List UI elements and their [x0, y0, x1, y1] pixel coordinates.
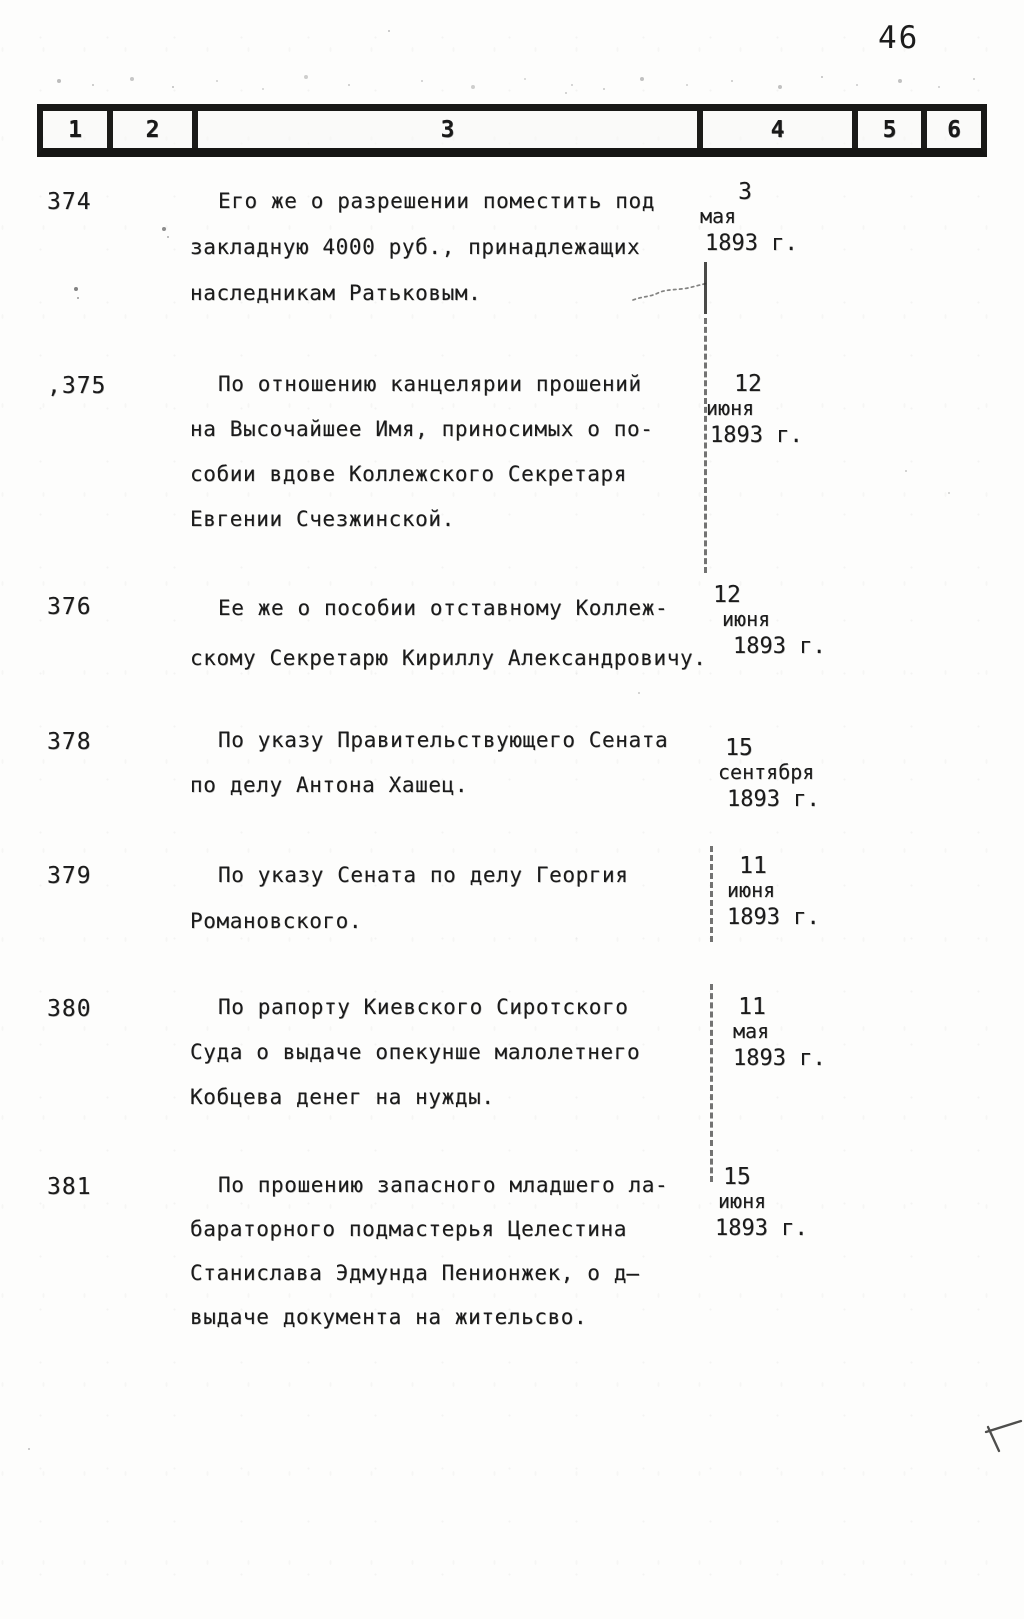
date-day: 11 — [738, 994, 766, 1020]
header-col-label: 5 — [882, 116, 897, 143]
header-col-5 — [858, 111, 927, 148]
entry-text-line: Суда о выдаче опекунше малолетнего — [190, 1040, 641, 1064]
entry-description — [190, 178, 702, 316]
header-col-1 — [43, 111, 113, 148]
entry-number — [37, 362, 190, 399]
entry-description — [190, 1163, 702, 1339]
header-col-2 — [113, 111, 198, 148]
page-number: 46 — [878, 20, 920, 56]
date-day: 15 — [723, 1164, 751, 1190]
entry-number — [37, 852, 190, 889]
date-day: 11 — [739, 853, 767, 879]
date-month: сентября — [718, 760, 815, 784]
entry-number — [37, 583, 190, 620]
register-entry — [37, 1163, 997, 1339]
table-header — [37, 104, 987, 157]
entry-number — [37, 718, 190, 755]
entry-date — [702, 362, 802, 449]
date-month: июня — [718, 1189, 767, 1213]
entry-number — [37, 985, 190, 1022]
pen-check-mark — [974, 1414, 1024, 1456]
column-separator-line — [704, 318, 707, 573]
entry-date — [702, 178, 802, 257]
header-col-6 — [927, 111, 981, 148]
entry-number-value: 380 — [47, 996, 92, 1022]
date-month: июня — [727, 878, 776, 902]
header-col-label: 2 — [145, 116, 160, 143]
header-col-label: 4 — [770, 116, 785, 143]
date-month: июня — [722, 607, 771, 631]
register-entry — [37, 985, 997, 1120]
entry-text-line: По указу Сената по делу Георгия — [218, 863, 629, 887]
entry-text-line: По рапорту Киевского Сиротского — [218, 995, 629, 1019]
register-entry — [37, 583, 997, 683]
date-day: 12 — [734, 371, 762, 397]
entry-number — [37, 1163, 190, 1200]
entry-number-value: 374 — [47, 189, 92, 215]
entry-text-line: по делу Антона Хашец. — [190, 773, 469, 797]
entry-description — [190, 362, 702, 542]
column-separator-line — [710, 846, 713, 942]
entry-text-line: на Высочайшее Имя, приносимых о по- — [190, 417, 654, 441]
entry-date — [702, 582, 826, 660]
entry-text-line: закладную 4000 руб., принадлежащих — [190, 235, 641, 259]
date-year: 1893 г. — [710, 423, 803, 448]
header-col-4 — [703, 111, 858, 148]
entry-description — [190, 583, 707, 683]
register-entry — [37, 178, 997, 316]
entry-text-line: По указу Правительствующего Сената — [218, 728, 669, 752]
entry-text-line: скому Секретарю Кириллу Александровичу. — [190, 646, 707, 670]
header-col-3 — [198, 111, 703, 148]
register-entry — [37, 718, 997, 813]
date-year: 1893 г. — [727, 787, 820, 812]
date-day: 12 — [713, 582, 741, 608]
entry-number-value: 379 — [47, 863, 92, 889]
entry-text-line: наследникам Ратьковым. — [190, 281, 482, 305]
date-year: 1893 г. — [705, 231, 798, 256]
entry-description — [190, 852, 702, 944]
date-year: 1893 г. — [715, 1216, 808, 1241]
scan-noise-speckles — [0, 0, 2, 2]
date-day: 3 — [738, 179, 752, 205]
entry-number — [37, 178, 190, 215]
entry-text-line: выдаче документа на жительсво. — [190, 1305, 588, 1329]
entry-text-line: собии вдове Коллежского Секретаря — [190, 462, 628, 486]
entry-number-value: 381 — [47, 1174, 92, 1200]
entry-number-value: 378 — [47, 729, 92, 755]
date-year: 1893 г. — [733, 1046, 826, 1071]
header-col-label: 6 — [947, 116, 961, 143]
entry-number-value: 376 — [47, 594, 92, 620]
entry-text-line: Его же о разрешении поместить под — [218, 189, 656, 213]
date-month: июня — [706, 396, 755, 420]
header-col-label: 1 — [68, 116, 82, 143]
entry-text-line: Кобцева денег на нужды. — [190, 1085, 495, 1109]
date-year: 1893 г. — [727, 905, 820, 930]
entry-text-line: Евгении Счезжинской. — [190, 507, 455, 531]
header-col-label: 3 — [440, 116, 455, 143]
entry-text-line: По отношению канцелярии прошений — [218, 372, 642, 396]
stray-comma-mark: , — [47, 373, 62, 399]
column-separator-line — [710, 1150, 713, 1182]
column-separator-line — [704, 262, 707, 314]
entry-date — [702, 985, 826, 1072]
column-separator-line — [710, 984, 713, 1146]
date-day: 15 — [725, 735, 753, 761]
entry-text-line: бараторного подмастерья Целестина — [190, 1217, 628, 1241]
entry-text-line: Станислава Эдмунда Пенионжек, о д̶ — [190, 1261, 640, 1285]
register-entry — [37, 852, 997, 944]
entry-description — [190, 718, 702, 808]
entry-date — [702, 1163, 808, 1242]
date-year: 1893 г. — [733, 634, 826, 659]
date-month: мая — [700, 204, 737, 228]
entry-number-value: 375 — [61, 373, 107, 399]
entry-date — [702, 718, 820, 813]
entry-date — [702, 852, 820, 931]
entry-text-line: Ее же о пособии отставному Коллеж- — [218, 596, 669, 620]
entry-text-line: Романовского. — [190, 909, 363, 933]
date-month: мая — [733, 1019, 770, 1043]
pen-squiggle-mark — [630, 276, 712, 306]
entry-text-line: По прошению запасного младшего ла- — [218, 1173, 669, 1197]
register-entry — [37, 362, 997, 542]
entry-description — [190, 985, 702, 1120]
